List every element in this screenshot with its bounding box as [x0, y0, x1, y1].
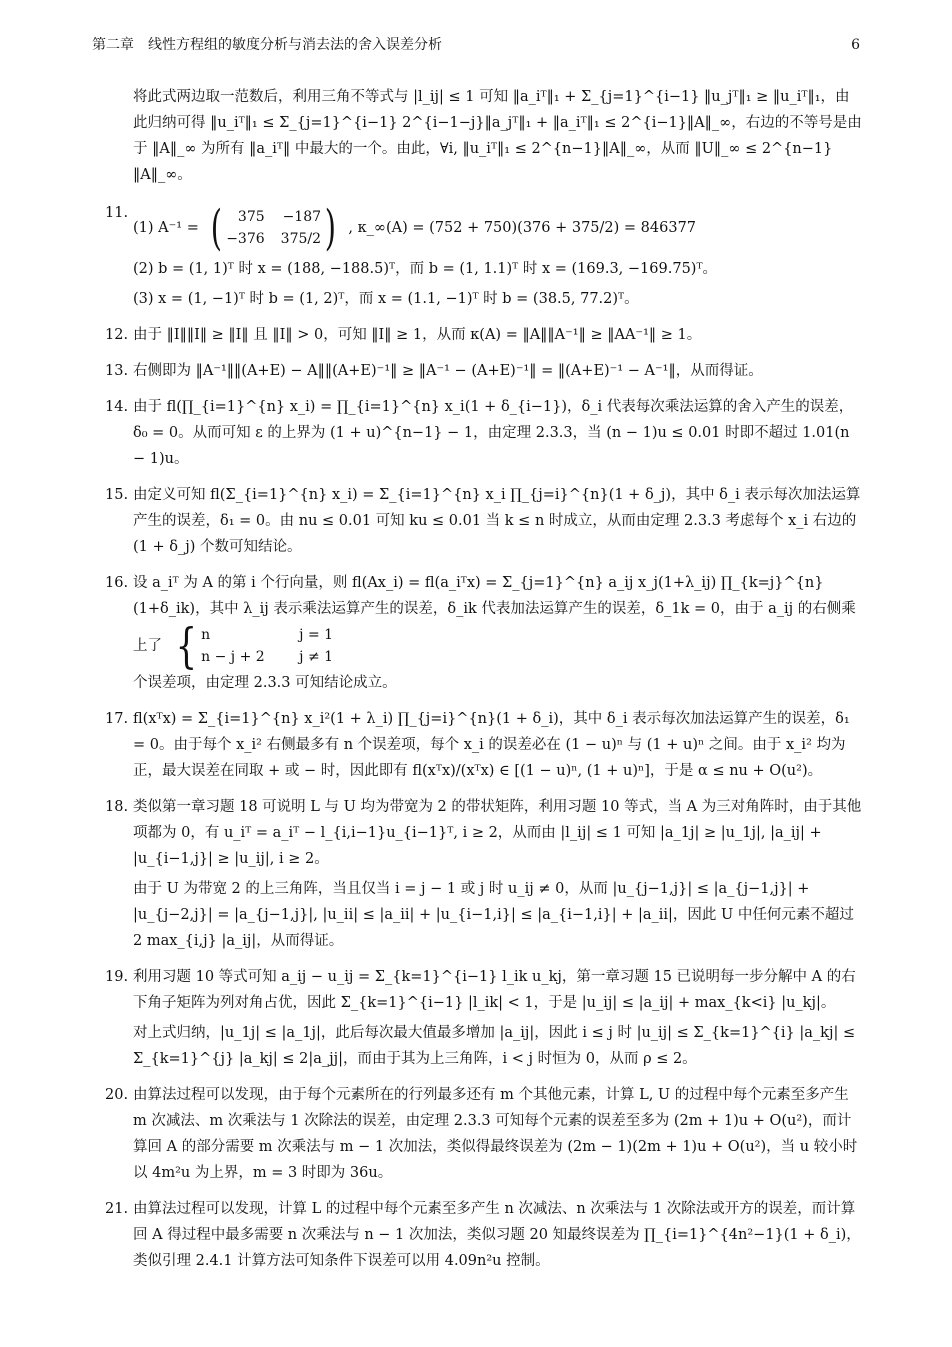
left-brace: {: [175, 618, 197, 674]
piecewise-cases: [171, 618, 334, 674]
exercise-number: 18.: [105, 799, 129, 815]
exercise-number: 20.: [105, 1087, 129, 1103]
exercise-20: [105, 1082, 862, 1186]
exercise-text: 由于 fl(∏_{i=1}^{n} x_i) = ∏_{i=1}^{n} x_i(1 + δ_{i−1})，δ_i 代表每次乘法运算的舍入产生的误差，δ₀ = 0。从而可知 ε 的上界为 (1 + u)^{n−1} − 1，由定理 2.3.3，当 (n − 1)u ≤ 0.01 时即不超过 1.01(n − 1)u。: [133, 399, 854, 467]
matrix-cell: −376: [226, 231, 265, 247]
exercise-17: [105, 706, 862, 784]
exercise-number: 21.: [105, 1201, 129, 1217]
matrix-cell: −187: [282, 209, 322, 225]
exercise-number: 19.: [105, 969, 129, 985]
exercise-11-part-1: [133, 200, 862, 256]
exercise-text: 由算法过程可以发现，计算 L 的过程中每个元素至多产生 n 次减法、n 次乘法与 1 次除法或开方的误差，而计算回 A 得过程中最多需要 n 次乘法与 n − 1 次加法，类似习题 20 知最终误差为 ∏_{i=1}^{4n²−1}(1 + δ_i)，类似引理 2.4.1 计算方法可知条件下误差可以用 4.09n²u 控制。: [133, 1201, 861, 1269]
exercise-text-continued: 对上式归纳，|u_1j| ≤ |a_1j|，此后每次最大值最多增加 |a_ij|，因此 i ≤ j 时 |u_ij| ≤ Σ_{k=1}^{i} |a_kj| ≤ Σ_{k=1}^{j} |a_kj| ≤ 2|a_jj|，而由于其为上三角阵，i < j 时恒为 0，从而 ρ ≤ 2。: [133, 1025, 856, 1067]
part-1-prefix: (1) A⁻¹ =: [133, 220, 199, 236]
inverse-matrix: [207, 200, 339, 256]
page-header: [92, 34, 860, 56]
exercise-11: [105, 200, 862, 312]
case-condition: j ≠ 1: [299, 649, 334, 665]
exercise-13: [105, 358, 862, 384]
exercise-14: [105, 394, 862, 472]
exercise-21: [105, 1196, 862, 1274]
exercise-15: [105, 482, 862, 560]
exercise-number: 16.: [105, 575, 129, 591]
right-paren: ): [324, 200, 337, 256]
exercise-16: [105, 570, 862, 696]
exercise-text: 利用习题 10 等式可知 a_ij − u_ij = Σ_{k=1}^{i−1} l_ik u_kj，第一章习题 15 已说明每一步分解中 A 的右下角子矩阵为列对角占优，因此 Σ_{k=1}^{i−1} |l_ik| < 1，于是 |u_ij| ≤ |a_ij| + max_{k<i} |u_kj|。: [133, 969, 856, 1011]
lead-paragraph: 将此式两边取一范数后，利用三角不等式与 |l_ij| ≤ 1 可知 ‖a_iᵀ‖₁ + Σ_{j=1}^{i−1} ‖u_jᵀ‖₁ ≥ ‖u_iᵀ‖₁，由此归纳可得 ‖u_iᵀ‖₁ ≤ Σ_{j=1}^{i−1} 2^{i−1−j}‖a_jᵀ‖₁ + ‖a_iᵀ‖₁ ≤ 2^{i−1}‖A‖_∞，右边的不等号是由于 ‖A‖_∞ 为所有 ‖a_iᵀ‖ 中最大的一个。由此，∀i, ‖u_iᵀ‖₁ ≤ 2^{n−1}‖A‖_∞，从而 ‖U‖_∞ ≤ 2^{n−1}‖A‖_∞。: [133, 89, 862, 183]
left-paren: (: [211, 200, 223, 256]
exercise-19: [105, 964, 862, 1072]
main-content: [105, 84, 862, 1284]
exercise-12: [105, 322, 862, 348]
exercise-text-continued: 个误差项，由定理 2.3.3 可知结论成立。: [133, 675, 397, 691]
exercise-text: 由定义可知 fl(Σ_{i=1}^{n} x_i) = Σ_{i=1}^{n} x_i ∏_{j=i}^{n}(1 + δ_j)，其中 δ_i 表示每次加法运算产生的误差，δ₁ = 0。由 nu ≤ 0.01 可知 ku ≤ 0.01 当 k ≤ n 时成立，从而由定理 2.3.3 考虑每个 x_i 右边的 (1 + δ_j) 个数可知结论。: [133, 487, 861, 555]
part-1-suffix: , κ_∞(A) = (752 + 750)(376 + 375/2) = 846377: [348, 220, 697, 236]
exercise-text: 由算法过程可以发现，由于每个元素所在的行列最多还有 m 个其他元素，计算 L, U 的过程中每个元素至多产生 m 次减法、m 次乘法与 1 次除法的误差，由定理 2.3.3 可知每个元素的误差至多为 (2m + 1)u + O(u²)，而计算回 A 的部分需要 m 次乘法与 m − 1 次加法，类似得最终误差为 (2m − 1)(2m + 1)u + O(u²)，当 u 较小时以 4m²u 为上界，m = 3 时即为 36u。: [133, 1087, 858, 1181]
case-value: n: [201, 627, 211, 643]
exercise-11-part-3: (3) x = (1, −1)ᵀ 时 b = (1, 2)ᵀ，而 x = (1.1, −1)ᵀ 时 b = (38.5, 77.2)ᵀ。: [133, 291, 639, 307]
chapter-title: 第二章 线性方程组的敏度分析与消去法的舍入误差分析: [92, 37, 442, 53]
exercise-number: 12.: [105, 327, 129, 343]
page-number: 6: [851, 37, 860, 53]
exercise-number: 14.: [105, 399, 129, 415]
exercise-number: 11.: [105, 205, 129, 221]
exercise-11-part-2: (2) b = (1, 1)ᵀ 时 x = (188, −188.5)ᵀ，而 b = (1, 1.1)ᵀ 时 x = (169.3, −169.75)ᵀ。: [133, 261, 718, 277]
exercise-number: 17.: [105, 711, 129, 727]
exercise-text: 设 a_iᵀ 为 A 的第 i 个行向量，则 fl(Ax_i) = fl(a_iᵀx) = Σ_{j=1}^{n} a_ij x_j(1+λ_ij) ∏_{k=j}^{n}(1+δ_ik)，其中 λ_ij 表示乘法运算产生的误差，δ_ik 代表加法运算产生的误差，δ_1k = 0，由于 a_ij 的右侧乘上了: [133, 575, 856, 654]
exercise-text: 类似第一章习题 18 可说明 L 与 U 均为带宽为 2 的带状矩阵，利用习题 10 等式，当 A 为三对角阵时，由于其他项都为 0，有 u_iᵀ = a_iᵀ − l_{i,i−1}u_{i−1}ᵀ, i ≥ 2，从而由 |l_ij| ≤ 1 可知 |a_1j| ≥ |u_1j|, |a_ij| + |u_{i−1,j}| ≥ |u_ij|, i ≥ 2。: [133, 799, 862, 867]
case-condition: j = 1: [299, 627, 334, 643]
exercise-number: 15.: [105, 487, 129, 503]
exercise-text-continued: 由于 U 为带宽 2 的上三角阵，当且仅当 i = j − 1 或 j 时 u_ij ≠ 0，从而 |u_{j−1,j}| ≤ |a_{j−1,j}| + |u_{j−2,j}| = |a_{j−1,j}|, |u_ii| ≤ |a_ii| + |u_{i−1,i}| ≤ |a_{i−1,i}| + |a_ii|，因此 U 中任何元素不超过 2 max_{i,j} |a_ij|，从而得证。: [133, 881, 854, 949]
matrix-cell: 375: [237, 209, 265, 225]
exercise-18: [105, 794, 862, 954]
exercise-number: 13.: [105, 363, 129, 379]
case-value: n − j + 2: [201, 649, 265, 665]
exercise-text: 右侧即为 ‖A⁻¹‖‖(A+E) − A‖‖(A+E)⁻¹‖ ≥ ‖A⁻¹ − (A+E)⁻¹‖ = ‖(A+E)⁻¹ − A⁻¹‖，从而得证。: [133, 363, 763, 379]
exercise-text: fl(xᵀx) = Σ_{i=1}^{n} x_i²(1 + λ_i) ∏_{j=i}^{n}(1 + δ_i)，其中 δ_i 表示每次加法运算产生的误差，δ₁ = 0。由于每个 x_i² 右侧最多有 n 个误差项，每个 x_i 的误差必在 (1 − u)ⁿ 与 (1 + u)ⁿ 之间。由于 x_i² 均为正，最大误差在同取 + 或 − 时，因此即有 fl(xᵀx)/(xᵀx) ∈ [(1 − u)ⁿ, (1 + u)ⁿ]，于是 α ≤ nu + O(u²)。: [133, 711, 850, 779]
exercise-text: 由于 ‖I‖‖I‖ ≥ ‖I‖ 且 ‖I‖ > 0，可知 ‖I‖ ≥ 1，从而 κ(A) = ‖A‖‖A⁻¹‖ ≥ ‖AA⁻¹‖ ≥ 1。: [133, 327, 702, 343]
matrix-cell: 375/2: [280, 231, 322, 247]
